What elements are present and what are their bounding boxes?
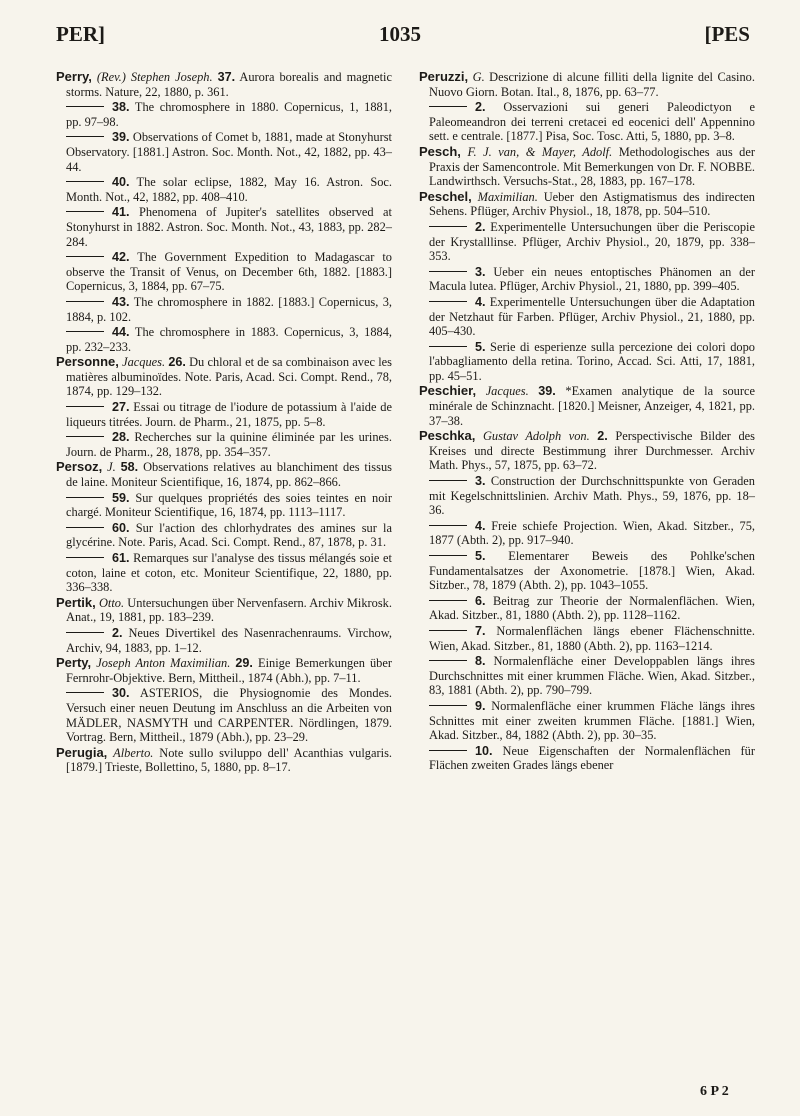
ditto-dash bbox=[429, 660, 467, 661]
author-name: Peschier, bbox=[419, 383, 477, 399]
entry-text: The chromosphere in 1882. [1883.] Copernicus, 3, 1884, p. 102. bbox=[66, 294, 393, 324]
bibliography-entry bbox=[419, 519, 755, 548]
author-given-name: Joseph Anton Maximilian. bbox=[96, 656, 231, 671]
header-range-end: [PES bbox=[704, 22, 750, 46]
entry-number: 40. bbox=[112, 175, 130, 190]
entry-number: 2. bbox=[597, 429, 608, 444]
entry-text: Ueber ein neues entoptisches Phänomen an der Macula lutea. Pflüger, Archiv Physiol., 21, 1880, pp. 399–405. bbox=[429, 264, 755, 294]
author-given-name: G. bbox=[472, 70, 485, 84]
entry-text: Observations relatives au blanchiment des tissus de laine. Moniteur Scientifique, 16, 1874, pp. 862–866. bbox=[66, 460, 392, 490]
page-number: 1035 bbox=[379, 22, 421, 46]
bibliography-entry bbox=[419, 594, 755, 623]
entry-number: 6. bbox=[475, 593, 486, 608]
entry-text: Untersuchungen über Nervenfasern. Archiv Mikrosk. Anat., 19, 1881, pp. 183–239. bbox=[66, 595, 392, 625]
ditto-dash bbox=[66, 136, 104, 137]
bibliography-entry bbox=[56, 746, 392, 775]
entry-text: Beitrag zur Theorie der Normalenflächen. Wien, Akad. Sitzber., 81, 1880 (Abth. 2), pp. 1128–1162. bbox=[429, 593, 755, 623]
author-given-name: Gustav Adolph von. bbox=[482, 429, 590, 444]
entry-text: Remarques sur l'analyse des tissus mélangés soie et coton, laine et coton, etc. Moniteur Scientifique, 22, 1880, pp. 336–338. bbox=[66, 551, 392, 595]
bibliography-entry bbox=[56, 430, 392, 459]
ditto-dash bbox=[429, 106, 467, 107]
bibliography-entry bbox=[419, 549, 755, 593]
entry-text: The solar eclipse, 1882, May 16. Astron. Soc. Month. Not., 42, 1882, pp. 408–410. bbox=[66, 175, 393, 204]
entry-text: Ueber den Astigmatismus des indirecten Sehens. Pflüger, Archiv Physiol., 18, 1878, pp. 504–510. bbox=[429, 189, 755, 219]
entry-number: 10. bbox=[475, 743, 493, 758]
entry-number: 29. bbox=[235, 656, 253, 671]
entry-text: *Examen analytique de la source minérale de Schinznacht. [1820.] Meisner, Anzeiger, 4, 1821, pp. 37–38. bbox=[429, 384, 756, 428]
entry-text: Recherches sur la quinine éliminée par les urines. Journ. de Pharm., 28, 1878, pp. 354–357. bbox=[66, 430, 392, 459]
ditto-dash bbox=[66, 692, 104, 693]
header-range-start: PER] bbox=[56, 22, 105, 46]
ditto-dash bbox=[66, 106, 104, 107]
author-given-name: (Rev.) Stephen Joseph. bbox=[96, 70, 213, 84]
ditto-dash bbox=[66, 406, 104, 407]
bibliography-entry bbox=[419, 429, 755, 473]
ditto-dash bbox=[66, 557, 104, 558]
author-name: Persoz, bbox=[56, 459, 103, 475]
bibliography-entry bbox=[419, 474, 755, 518]
author-given-name: F. J. van, & Mayer, Adolf. bbox=[467, 144, 613, 159]
author-name: Personne, bbox=[56, 354, 119, 370]
entry-text: Essai ou titrage de l'iodure de potassium à l'aide de liqueurs titrées. Journ. de Pharm., 21, 1875, pp. 5–8. bbox=[66, 400, 392, 429]
bibliography-entry bbox=[419, 145, 755, 189]
entry-number: 59. bbox=[112, 490, 130, 505]
entry-text: The Government Expedition to Madagascar to observe the Transit of Venus, on December 6th, 1882. [1883.] Copernicus, 3, 1884, pp. 67–75. bbox=[66, 250, 392, 294]
ditto-dash bbox=[429, 630, 467, 631]
entry-number: 30. bbox=[112, 686, 130, 701]
entry-number: 5. bbox=[475, 339, 486, 354]
entry-number: 37. bbox=[217, 70, 236, 84]
bibliography-entry bbox=[56, 325, 392, 354]
bibliography-entry bbox=[56, 551, 392, 595]
author-name: Perry, bbox=[56, 69, 92, 84]
entry-text: Normalenfläche einer krummen Fläche längs ihres Schnittes mit einer zweiten krummen Fläche. [1881.] Wien, Akad. Sitzber., 84, 1882 (Abth. 2), pp. 30–35. bbox=[429, 698, 755, 743]
entry-text: Construction der Durchschnittspunkte von Geraden mit Kegelschnittslinien. Archiv Math. Phys., 59, 1876, pp. 18–36. bbox=[429, 474, 755, 518]
entry-text: Descrizione di alcune filliti della lignite del Casino. Nuovo Giorn. Botan. Ital., 8, 1876, pp. 63–77. bbox=[429, 70, 755, 99]
author-given-name: Otto. bbox=[98, 595, 125, 610]
entry-text: Osservazioni sui generi Paleodictyon e Paleomeandron dei terreni cretacei ed eocenici dell' Appennino sett. e centrale. [1877.] Pisa, Soc. Tosc. Atti, 5, 1880, pp. 3–8. bbox=[429, 100, 755, 144]
ditto-dash bbox=[66, 436, 104, 437]
entry-number: 27. bbox=[112, 400, 130, 415]
bibliography-entry bbox=[419, 220, 755, 264]
right-column bbox=[419, 70, 755, 774]
bibliography-entry bbox=[419, 100, 755, 144]
ditto-dash bbox=[429, 555, 467, 556]
entry-number: 3. bbox=[475, 264, 486, 279]
bibliography-entry bbox=[56, 175, 392, 204]
entry-text: Neues Divertikel des Nasenrachenraums. Virchow, Archiv, 94, 1883, pp. 1–12. bbox=[66, 625, 392, 655]
author-name: Perugia, bbox=[56, 744, 108, 760]
ditto-dash bbox=[66, 301, 104, 302]
bibliography-entry bbox=[56, 626, 392, 655]
page-header bbox=[44, 22, 756, 56]
ditto-dash bbox=[66, 527, 104, 528]
entry-text: Aurora borealis and magnetic storms. Nature, 22, 1880, p. 361. bbox=[66, 70, 392, 99]
entry-text: Experimentelle Untersuchungen über die Periscopie der Krystalllinse. Pflüger, Archiv Physiol., 20, 1879, pp. 338–353. bbox=[429, 219, 755, 264]
entry-number: 7. bbox=[475, 623, 486, 638]
ditto-dash bbox=[66, 331, 104, 332]
bibliography-entry bbox=[56, 295, 392, 324]
author-given-name: Maximilian. bbox=[477, 189, 538, 204]
ditto-dash bbox=[429, 226, 467, 227]
ditto-dash bbox=[66, 211, 104, 212]
entry-number: 41. bbox=[112, 205, 130, 220]
author-name: Peschka, bbox=[419, 428, 476, 444]
ditto-dash bbox=[429, 750, 467, 751]
author-name: Perty, bbox=[56, 655, 92, 671]
entry-text: Neue Eigenschaften der Normalenflächen für Flächen zweiten Grades längs ebener bbox=[429, 743, 755, 773]
ditto-dash bbox=[429, 346, 467, 347]
signature-mark: 6 P 2 bbox=[700, 1084, 729, 1099]
ditto-dash bbox=[429, 271, 467, 272]
bibliography-entry bbox=[56, 521, 392, 550]
entry-number: 9. bbox=[475, 698, 486, 713]
bibliography-entry bbox=[419, 70, 755, 99]
entry-number: 58. bbox=[120, 460, 139, 475]
bibliography-entry bbox=[419, 384, 755, 428]
bibliography-entry bbox=[56, 355, 392, 399]
entry-number: 2. bbox=[112, 625, 123, 640]
entry-number: 2. bbox=[475, 219, 486, 234]
entry-text: Normalenfläche einer Developpablen längs ihres Durchschnittes mit einer krummen Fläche. Wien, Akad. Sitzber., 83, 1881 (Abth. 2), pp. 790–799. bbox=[429, 654, 755, 698]
ditto-dash bbox=[429, 525, 467, 526]
entry-number: 39. bbox=[538, 384, 556, 399]
author-name: Pertik, bbox=[56, 594, 96, 610]
bibliography-entry bbox=[56, 686, 392, 744]
entry-number: 42. bbox=[112, 250, 130, 265]
entry-text: Observations of Comet b, 1881, made at Stonyhurst Observatory. [1881.] Astron. Soc. Month. Not., 42, 1882, pp. 43–44. bbox=[66, 130, 392, 174]
entry-text: ASTERIOS, die Physiognomie des Mondes. Versuch einer neuen Deutung im Anschluss an die Arbeiten von MÄDLER, NASMYTH und CARPENTER. Nördlingen, 1879. Vortrag. Bern, Mittheil., 1879 (Abh.), pp. 23–29. bbox=[66, 686, 392, 745]
entry-number: 3. bbox=[475, 474, 486, 489]
entry-number: 44. bbox=[112, 325, 130, 340]
entry-number: 26. bbox=[168, 355, 186, 370]
entry-text: Einige Bemerkungen über Fernrohr-Objektive. Bern, Mittheil., 1874 (Abh.), pp. 7–11. bbox=[66, 656, 392, 685]
bibliography-entry bbox=[419, 654, 755, 698]
entry-number: 38. bbox=[112, 100, 130, 115]
bibliography-entry bbox=[56, 100, 392, 129]
entry-text: Serie di esperienze sulla percezione dei colori dopo l'abbagliamento della retina. Torino, Accad. Sci. Atti, 17, 1881, pp. 45–51. bbox=[429, 339, 755, 383]
bibliography-entry bbox=[56, 400, 392, 429]
entry-text: Sur quelques propriétés des soies teintes en noir chargé. Moniteur Scientifique, 16, 1874, pp. 1113–1117. bbox=[66, 490, 392, 520]
author-name: Pesch, bbox=[419, 143, 461, 159]
entry-text: Phenomena of Jupiter's satellites observed at Stonyhurst in 1882. Astron. Soc. Month. Not., 43, 1883, pp. 282–284. bbox=[66, 205, 392, 249]
entry-text: Sur l'action des chlorhydrates des amines sur la glycérine. Note. Paris, Acad. Sci. Compt. Rend., 87, 1878, p. 31. bbox=[66, 520, 392, 550]
entry-text: Freie schiefe Projection. Wien, Akad. Sitzber., 75, 1877 (Abth. 2), pp. 917–940. bbox=[429, 518, 755, 548]
author-given-name: Jacques. bbox=[122, 355, 166, 370]
entry-text: Elementarer Beweis des Pohlke'schen Fundamentalsatzes der Axonometrie. [1878.] Wien, Akad. Sitzber., 78, 1879 (Abth. 2), pp. 1043–1055. bbox=[429, 549, 755, 593]
bibliography-entry bbox=[56, 491, 392, 520]
author-name: Peschel, bbox=[419, 188, 472, 204]
entry-number: 61. bbox=[112, 551, 130, 565]
entry-text: Du chloral et de sa combinaison avec les matières albuminoïdes. Note. Paris, Acad. Sci. Compt. Rend., 78, 1874, pp. 129–132. bbox=[66, 355, 392, 399]
author-name: Peruzzi, bbox=[419, 69, 469, 84]
bibliography-entry bbox=[419, 295, 755, 339]
ditto-dash bbox=[429, 480, 467, 481]
ditto-dash bbox=[66, 181, 104, 182]
ditto-dash bbox=[66, 497, 104, 498]
ditto-dash bbox=[66, 256, 104, 257]
entry-text: Normalenflächen längs ebener Flächenschnitte. Wien, Akad. Sitzber., 81, 1880 (Abth. 2), pp. 1163–1214. bbox=[429, 623, 755, 653]
entry-number: 8. bbox=[475, 654, 486, 669]
bibliography-entry bbox=[56, 656, 392, 685]
author-given-name: Jacques. bbox=[485, 384, 529, 399]
bibliography-entry bbox=[56, 250, 392, 294]
entry-number: 60. bbox=[112, 520, 130, 535]
bibliography-entry bbox=[56, 205, 392, 249]
entry-number: 5. bbox=[475, 549, 486, 563]
author-given-name: Alberto. bbox=[113, 745, 154, 760]
bibliography-entry bbox=[56, 596, 392, 625]
entry-text: Perspectivische Bilder des Kreises und directe Bestimmung ihrer Durchmesser. Archiv Math. Phys., 57, 1875, pp. 63–72. bbox=[429, 429, 756, 473]
bibliography-entry bbox=[419, 265, 755, 294]
entry-number: 2. bbox=[475, 100, 486, 115]
entry-text: Note sullo sviluppo dell' Acanthias vulgaris. [1879.] Trieste, Bollettino, 5, 1880, pp. 8–17. bbox=[66, 745, 392, 775]
entry-text: Experimentelle Untersuchungen über die Adaptation der Netzhaut für Farben. Pflüger, Archiv Physiol., 21, 1880, pp. 405–430. bbox=[429, 294, 755, 339]
bibliography-entry bbox=[419, 624, 755, 653]
bibliography-entry bbox=[419, 190, 755, 219]
bibliography-entry bbox=[56, 70, 392, 99]
entry-number: 4. bbox=[475, 518, 486, 533]
left-column bbox=[56, 70, 392, 776]
ditto-dash bbox=[429, 600, 467, 601]
entry-number: 4. bbox=[475, 294, 486, 309]
entry-text: The chromosphere in 1880. Copernicus, 1, 1881, pp. 97–98. bbox=[66, 100, 392, 129]
ditto-dash bbox=[429, 705, 467, 706]
bibliography-entry bbox=[419, 340, 755, 384]
entry-number: 39. bbox=[112, 130, 130, 145]
entry-text: The chromosphere in 1883. Copernicus, 3, 1884, pp. 232–233. bbox=[66, 325, 392, 354]
entry-number: 28. bbox=[112, 430, 130, 445]
author-given-name: J. bbox=[107, 460, 116, 475]
entry-number: 43. bbox=[112, 294, 130, 309]
bibliography-entry bbox=[56, 460, 392, 489]
ditto-dash bbox=[66, 632, 104, 633]
bibliography-entry bbox=[56, 130, 392, 174]
ditto-dash bbox=[429, 301, 467, 302]
bibliography-entry bbox=[419, 744, 755, 773]
entry-text: Methodologisches aus der Praxis der Samencontrole. Mit Bemerkungen von Dr. F. NOBBE. Landwirthsch. Versuchs-Stat., 28, 1883, pp. 167–178. bbox=[429, 144, 756, 189]
bibliography-entry bbox=[419, 699, 755, 743]
